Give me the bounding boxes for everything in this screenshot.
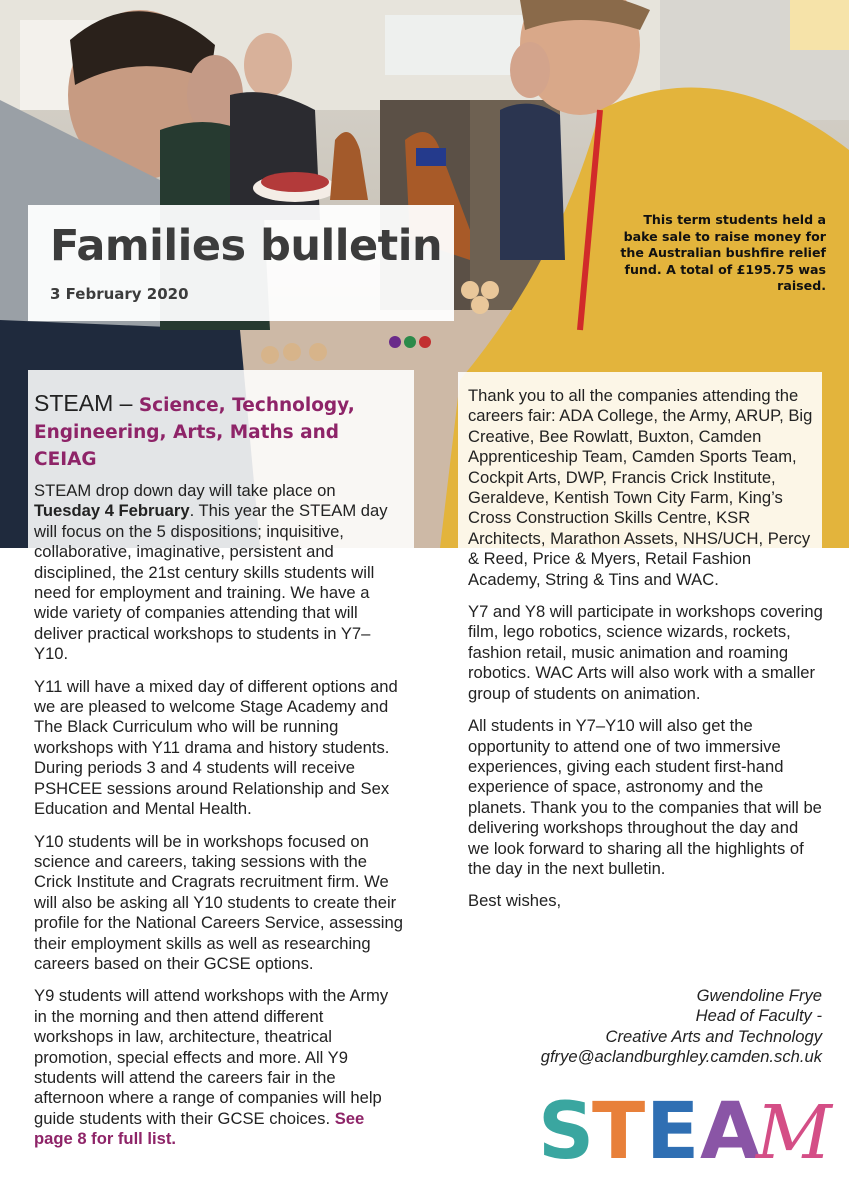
signature-email[interactable]: gfrye@aclandburghley.camden.sch.uk (540, 1047, 822, 1067)
logo-letter-a: A (700, 1087, 761, 1177)
signature-role-2: Creative Arts and Technology (605, 1026, 822, 1046)
paragraph-drop-down-day (34, 481, 404, 665)
logo-letter-s: S (538, 1087, 595, 1177)
paragraph-y11: Y11 will have a mixed day of different options and we are pleased to welcome Stage Academy and The Black Curriculum who will be running workshops with Y11 drama and history students. During periods 3 and 4 students will receive PSHCEE sessions around Relationship and Sex Education and Mental Health. (34, 676, 398, 819)
paragraph-companies: Thank you to all the companies attending the careers fair: ADA College, the Army, ARUP, Big Creative, Bee Rowlatt, Buxton, Camden Apprenticeship Team, Camden Sports Team, Cockpit Arts, DWP, Francis Crick Institute, Geraldeve, Kentish Town City Farm, King’s Cross Construction Skills Centre, KSR Architects, Marathon Assets, NHS/UCH, Percy & Reed, Price & Myers, Retail Fashion Academy, String & Tins and WAC. (468, 386, 813, 589)
signature-block (541, 986, 822, 1068)
right-column (458, 372, 824, 1200)
event-date-bold: Tuesday 4 February (34, 501, 190, 521)
paragraph-text: STEAM drop down day will take place on (34, 481, 336, 500)
left-column (28, 370, 414, 1200)
paragraph-text: Y9 students will attend workshops with the Army in the morning and then attend different workshops in law, architecture, theatrical promotion, special effects and more. All Y9 students will attend the careers fair in the afternoon where a range of companies will help guide students with their GCSE choices. (34, 986, 389, 1128)
see-page-8-link[interactable]: See page 8 for full list. (34, 1108, 365, 1149)
page-title: Families bulletin (50, 221, 443, 271)
paragraph-y7-y8: Y7 and Y8 will participate in workshops covering film, lego robotics, science wizards, rockets, fashion retail, music animation and roaming robotics. WAC Arts will also work with a smaller group of students on animation. (468, 602, 823, 703)
steam-word: STEAM (34, 390, 114, 416)
paragraph-text: . This year the STEAM day will focus on the 5 dispositions; inquisitive, collaborative, imaginative, persistent and disciplined, the 21st century skills students will need for employment and training. We have a wide variety of companies attending that will deliver practical workshops to students in Y7–Y10. (34, 501, 388, 664)
heading-dash: – (113, 390, 139, 416)
paragraph-y10: Y10 students will be in workshops focused on science and careers, taking sessions with the Crick Institute and Cragrats recruitment firm. We will also be asking all Y10 students to create their profile for the National Careers Service, assessing their employment skills as well as researching careers based on their GCSE options. (34, 831, 403, 973)
logo-letter-m: M (756, 1090, 832, 1176)
paragraph-immersive: All students in Y7–Y10 will also get the opportunity to attend one of two immersive experiences, giving each student first-hand experience of space, astronomy and the planets. Thank you to the companies that will be delivering workshops throughout the day and we look forward to sharing all the highlights of the day in the next bulletin. (468, 716, 822, 878)
steam-subheading: Science, Technology, Engineering, Arts, Maths and CEIAG (34, 395, 355, 470)
steam-heading (34, 390, 404, 473)
logo-letter-t: T (592, 1087, 646, 1177)
signature-name: Gwendoline Frye (696, 986, 822, 1005)
title-box (28, 205, 454, 321)
logo-letter-e: E (646, 1087, 700, 1177)
paragraph-y9 (34, 986, 404, 1149)
steam-logo (534, 1087, 832, 1177)
sign-off: Best wishes, (468, 891, 562, 911)
bulletin-date: 3 February 2020 (50, 285, 189, 303)
signature-role-1: Head of Faculty - (695, 1006, 822, 1026)
photo-caption: This term students held a bake sale to raise money for the Australian bushfire relief fund. A total of £195.75 was raised. (620, 212, 826, 293)
